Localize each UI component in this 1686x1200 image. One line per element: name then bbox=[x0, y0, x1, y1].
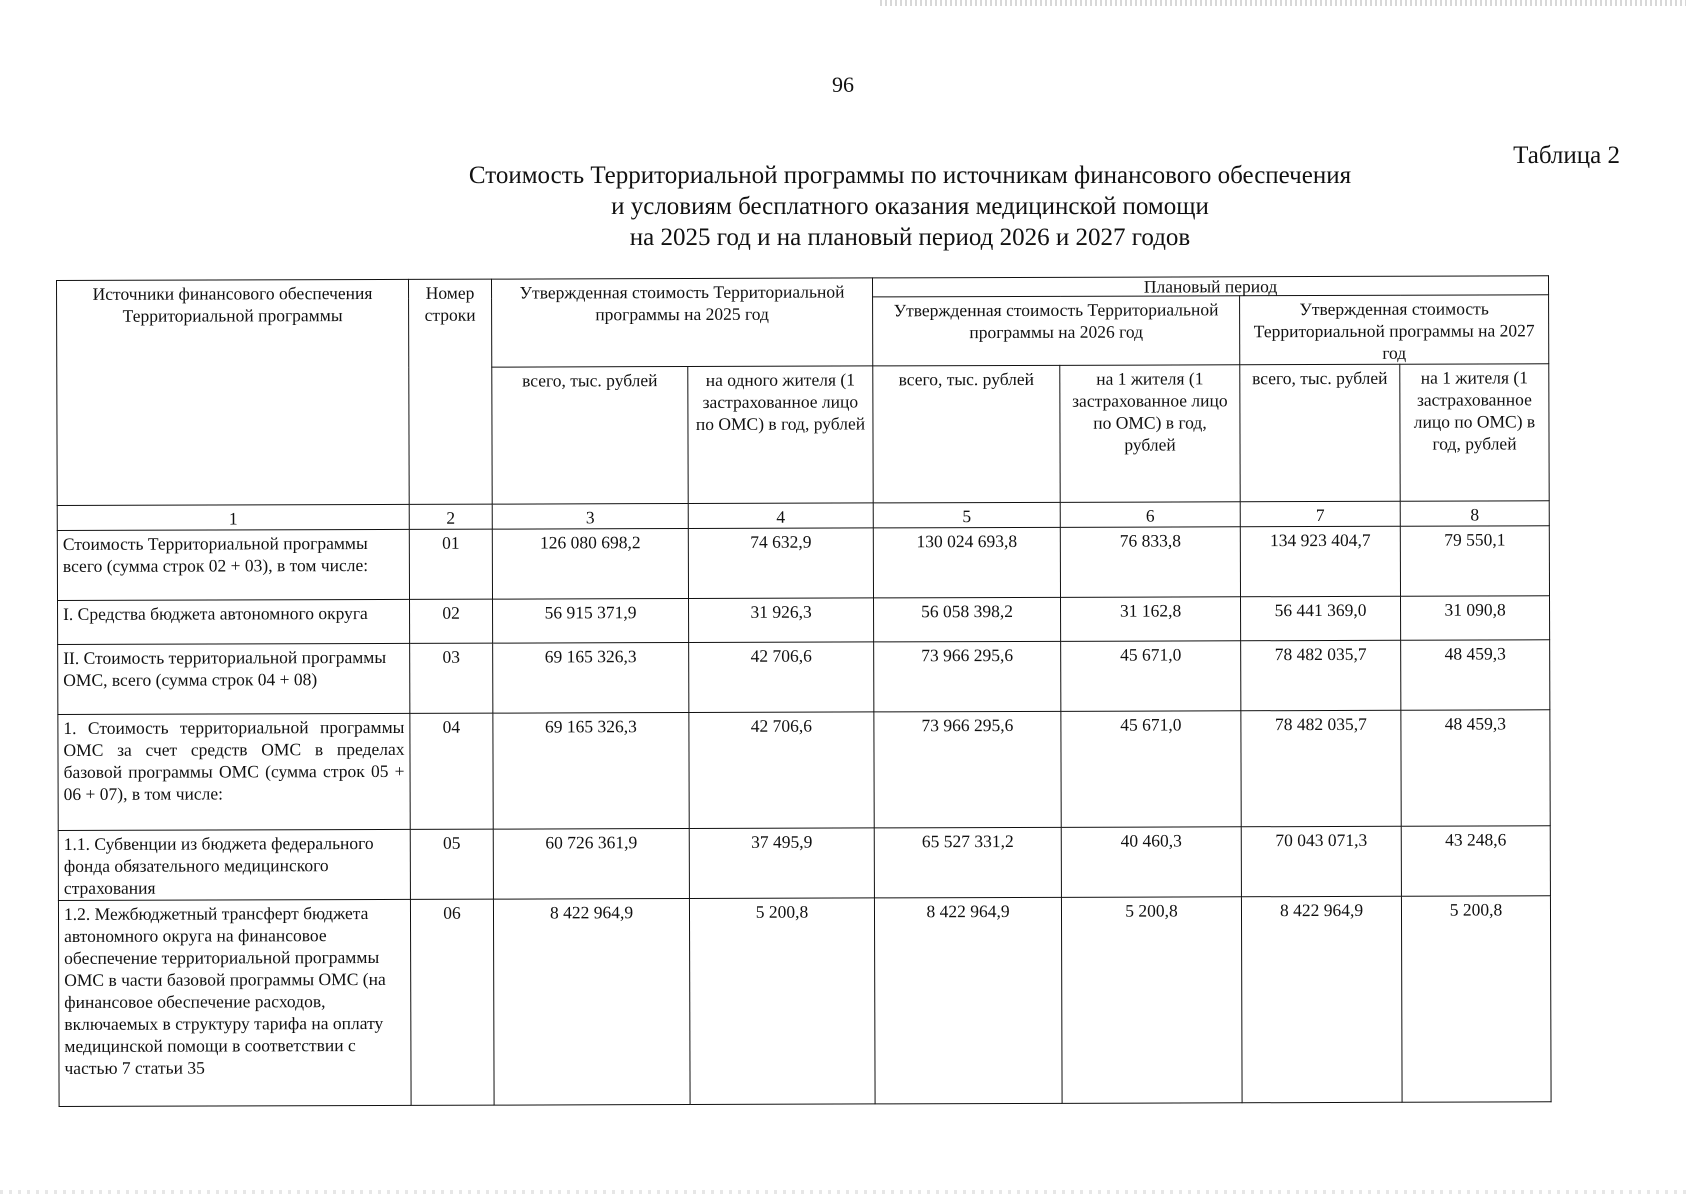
header-row-number: Номер строки bbox=[408, 279, 492, 504]
value-per-capita-2026: 31 162,8 bbox=[1061, 597, 1241, 642]
row-code: 01 bbox=[409, 529, 492, 599]
column-number: 1 bbox=[57, 504, 409, 530]
page-number: 96 bbox=[832, 72, 854, 97]
value-total-2026: 130 024 693,8 bbox=[873, 527, 1060, 598]
table-row bbox=[58, 640, 1550, 715]
header-per-capita-2025: на одного жителя (1 застрахованное лицо по ОМС) в год, рублей bbox=[688, 366, 873, 504]
header-source: Источники финансового обеспечения Территориальной программы bbox=[57, 279, 410, 505]
table-row bbox=[57, 526, 1549, 601]
value-per-capita-2026: 40 460,3 bbox=[1061, 827, 1241, 898]
value-total-2026: 73 966 295,6 bbox=[874, 641, 1061, 712]
column-number: 2 bbox=[409, 504, 492, 529]
value-total-2027: 78 482 035,7 bbox=[1241, 640, 1401, 711]
value-per-capita-2025: 5 200,8 bbox=[689, 898, 875, 1105]
row-code: 06 bbox=[410, 899, 494, 1105]
row-source-name: I. Средства бюджета автономного округа bbox=[58, 599, 410, 644]
header-approved-2026: Утвержденная стоимость Территориальной программы на 2026 год bbox=[873, 296, 1240, 366]
row-code: 05 bbox=[410, 829, 493, 899]
title-line-3: на 2025 год и на плановый период 2026 и 2027 годов bbox=[629, 224, 1191, 251]
header-total-2027: всего, тыс. рублей bbox=[1240, 364, 1400, 502]
value-total-2026: 8 422 964,9 bbox=[874, 897, 1062, 1104]
header-planned-period: Плановый период bbox=[872, 276, 1548, 297]
value-total-2025: 8 422 964,9 bbox=[493, 899, 690, 1106]
row-source-name: 1. Стоимость территориальной программы ОМС за счет средств ОМС в пределах базовой программы ОМС (сумма строк 05 + 06 + 07), в том числе: bbox=[58, 713, 410, 830]
value-per-capita-2027: 48 459,3 bbox=[1401, 640, 1550, 710]
value-total-2027: 56 441 369,0 bbox=[1241, 596, 1401, 641]
row-code: 04 bbox=[410, 713, 493, 829]
column-number: 7 bbox=[1240, 501, 1400, 527]
value-per-capita-2027: 79 550,1 bbox=[1400, 526, 1549, 596]
value-per-capita-2025: 31 926,3 bbox=[689, 598, 874, 643]
row-source-name: II. Стоимость территориальной программы ОМС, всего (сумма строк 04 + 08) bbox=[58, 643, 410, 714]
value-per-capita-2026: 45 671,0 bbox=[1061, 641, 1241, 712]
value-total-2026: 65 527 331,2 bbox=[874, 827, 1061, 898]
header-total-2026: всего, тыс. рублей bbox=[873, 365, 1060, 503]
value-per-capita-2025: 74 632,9 bbox=[688, 528, 873, 599]
value-per-capita-2026: 76 833,8 bbox=[1060, 527, 1240, 598]
column-number: 8 bbox=[1400, 501, 1549, 526]
value-total-2025: 60 726 361,9 bbox=[493, 829, 689, 900]
row-source-name: 1.1. Субвенции из бюджета федерального фонда обязательного медицинского страхования bbox=[58, 829, 410, 900]
title-line-2: и условиям бесплатного оказания медицинской помощи bbox=[611, 193, 1209, 220]
column-number: 3 bbox=[492, 504, 688, 530]
value-per-capita-2027: 5 200,8 bbox=[1401, 896, 1551, 1102]
table-label: Таблица 2 bbox=[1513, 142, 1620, 169]
value-total-2025: 56 915 371,9 bbox=[493, 599, 689, 644]
row-code: 03 bbox=[410, 643, 493, 713]
table-row bbox=[58, 896, 1551, 1107]
value-per-capita-2027: 31 090,8 bbox=[1401, 596, 1550, 640]
header-total-2025: всего, тыс. рублей bbox=[492, 367, 688, 505]
value-per-capita-2026: 45 671,0 bbox=[1061, 711, 1241, 828]
value-total-2025: 69 165 326,3 bbox=[493, 713, 689, 830]
row-source-name: Стоимость Территориальной программы всего (сумма строк 02 + 03), в том числе: bbox=[57, 529, 409, 600]
table-row bbox=[58, 596, 1550, 645]
value-per-capita-2025: 42 706,6 bbox=[689, 642, 874, 713]
row-code: 02 bbox=[410, 599, 493, 643]
column-number: 5 bbox=[873, 502, 1060, 528]
value-total-2025: 69 165 326,3 bbox=[493, 643, 689, 714]
value-total-2027: 78 482 035,7 bbox=[1241, 710, 1401, 827]
value-total-2026: 73 966 295,6 bbox=[874, 711, 1061, 828]
table-row bbox=[58, 710, 1550, 831]
column-number: 6 bbox=[1060, 502, 1240, 528]
value-per-capita-2025: 42 706,6 bbox=[689, 712, 874, 829]
value-total-2026: 56 058 398,2 bbox=[874, 597, 1061, 642]
value-per-capita-2027: 43 248,6 bbox=[1401, 826, 1550, 896]
table-row bbox=[58, 826, 1550, 901]
scan-edge-top bbox=[880, 0, 1686, 6]
value-total-2027: 70 043 071,3 bbox=[1241, 826, 1401, 897]
title-line-1: Стоимость Территориальной программы по источникам финансового обеспечения bbox=[468, 162, 1352, 189]
document-title bbox=[340, 160, 1480, 253]
value-total-2025: 126 080 698,2 bbox=[492, 529, 688, 600]
financing-table bbox=[56, 275, 1552, 1107]
value-per-capita-2026: 5 200,8 bbox=[1061, 897, 1242, 1104]
header-per-capita-2026: на 1 жителя (1 застрахованное лицо по ОМС) в год, рублей bbox=[1060, 365, 1240, 503]
value-total-2027: 8 422 964,9 bbox=[1241, 896, 1402, 1103]
value-per-capita-2027: 48 459,3 bbox=[1401, 710, 1550, 826]
value-per-capita-2025: 37 495,9 bbox=[689, 828, 874, 899]
value-total-2027: 134 923 404,7 bbox=[1240, 526, 1400, 597]
column-number: 4 bbox=[688, 503, 873, 529]
header-approved-2025: Утвержденная стоимость Территориальной программы на 2025 год bbox=[491, 278, 872, 367]
header-approved-2027: Утвержденная стоимость Территориальной программы на 2027 год bbox=[1240, 295, 1549, 365]
row-source-name: 1.2. Межбюджетный трансферт бюджета автономного округа на финансовое обеспечение территориальной программы ОМС в части базовой программы ОМС (на финансовое обеспечение расходов, включаемых в структуру тарифа на оплату медицинской помощи в соответствии с частью 7 статьи 35 bbox=[58, 899, 411, 1106]
scan-edge-bottom bbox=[0, 1190, 1686, 1194]
header-per-capita-2027: на 1 жителя (1 застрахованное лицо по ОМС) в год, рублей bbox=[1400, 364, 1549, 501]
